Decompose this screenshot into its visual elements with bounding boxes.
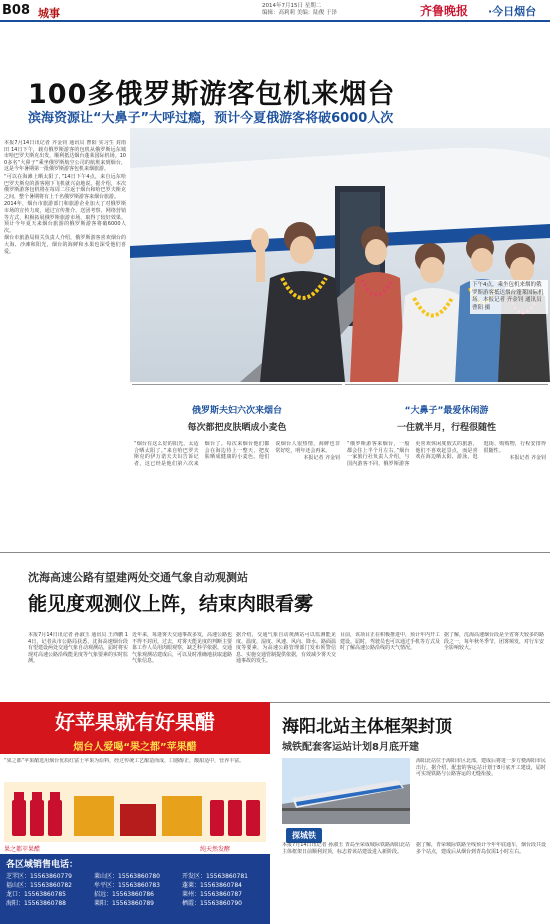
story2-col3: 据介绍，交通气象自动观测站可以监测能见度、温度、湿度、风速、风向、降水、路面温度等要素，为高速公路管理部门发布预警信息、实施交通管制提供依据，有效减少雾天交通事故的发生。	[236, 632, 336, 665]
editor-text: 编辑：高莉莉 美编：陆俊 于泽	[262, 10, 337, 16]
story3-photo	[282, 758, 410, 824]
story1-photo-caption: 下午4点，乘坐包机来烟的俄罗斯游客抵达烟台蓬莱国际机场。本报记者 齐金钊 通讯员 曹阳 摄	[470, 280, 548, 314]
ad-phone-item: 海阳：15563860788	[6, 900, 66, 907]
box2-subtitle: 一住就半月，行程很随性	[396, 423, 496, 433]
story3-badge: 探城铁	[286, 828, 322, 843]
section-name: 城事	[38, 7, 60, 20]
ad-phone-item: 开发区：15563860781	[182, 873, 248, 880]
story2-col2: 近年来，每逢雾天交通事故多发，高速公路也不得不封闭。过去，对雾天能见度的判断主要靠工作人员用肉眼观察，缺乏科学依据。交通气象观测站建成后，可以及时准确地获取道路气象信息。	[132, 632, 232, 665]
box1-body: “烟台有这么好的阳光，太适合晒太阳了。”来自哈巴罗夫斯克的伊万诺夫夫妇告诉记者，这已经是他们第六次来烟台了。每次来烟台他们都会在海边待上一整天，把皮肤晒成健康的小麦色。他们说烟台人很热情，海鲜也非常好吃，明年还会再来。 本报记者 齐金钊	[134, 441, 340, 467]
ad-banner	[0, 702, 270, 754]
ad-phone-item: 招远：15563860786	[94, 891, 154, 898]
ad-phone-item: 牟平区：15563860783	[94, 882, 160, 889]
story2-col4: 目前，该项目正在积极推进中，预计年内开工建设。届时，驾驶员也可以通过手机等方式及时了解高速公路沿线的天气情况。	[340, 632, 440, 652]
ad-body: “果之都”苹果醋选用烟台优质红富士苹果为原料，经过传统工艺酿造而成，口感醇正，酸甜适中，营养丰富。	[4, 758, 245, 764]
divider	[0, 552, 550, 553]
box1-subtitle: 每次都把皮肤晒成小麦色	[187, 423, 287, 433]
date-line	[262, 3, 337, 17]
ad-products	[4, 782, 266, 842]
story3-headline: 海阳北站主体框架封顶	[282, 717, 452, 737]
story3-subhead: 城铁配套客运站计划8月底开建	[282, 742, 419, 753]
box1-title: 俄罗斯夫妇六次来烟台	[191, 406, 282, 416]
ad-slogan: 烟台人爱喝“果之都”苹果醋	[73, 742, 197, 753]
story1-headline: 100多俄罗斯游客包机来烟台	[28, 79, 396, 110]
story3-col2: 海阳北站位于海阳市区北部，建成后将进一步方便海阳市民出行。据介绍，配套的客运站计划于8月底开工建设，届时可实现铁路与公路客运的无缝衔接。	[416, 758, 546, 778]
ad-phone-list	[6, 873, 266, 908]
ad-phone-item: 莱山区：15563860780	[94, 873, 160, 880]
ad-phone-item: 福山区：15563860782	[6, 882, 72, 889]
story3-col1: 本报7月14日讯记者 孙淑玉 青岛至荣成城际铁路海阳北站主体框架日前顺利封顶，标志着该站建设进入新阶段。	[282, 842, 410, 855]
newspaper-edition: ·今日烟台	[488, 5, 537, 18]
ad-product-label-1: 果之都苹果醋	[4, 846, 41, 853]
ad-hotlines	[0, 854, 270, 924]
ad-headline: 好苹果就有好果醋	[55, 710, 215, 734]
ad-product-label-2: 纯天然发酵	[200, 846, 231, 853]
box2-title: “大鼻子”最爱休闲游	[404, 406, 489, 416]
sidebar-story-2	[345, 384, 548, 546]
ad-phone-item: 莱州：15563860787	[182, 891, 242, 898]
story2-col5: 据了解，沈海高速烟台段是全省雾天较多的路段之一，每年秋冬季节，团雾频发，对行车安全影响较大。	[444, 632, 544, 652]
page-number: B08	[2, 3, 30, 18]
ad-phone-item: 莱阳：15563860789	[94, 900, 154, 907]
story1-subhead: 滨海资源让“大鼻子”大呼过瘾，预计今夏俄游客将破6000人次	[28, 111, 394, 126]
ad-phone-item: 蓬莱：15563860784	[182, 882, 242, 889]
story2-headline: 能见度观测仪上阵，结束肉眼看雾	[28, 593, 314, 615]
sidebar-story-1	[132, 384, 342, 546]
story1-photo	[130, 128, 550, 382]
ad-hotline-title: 各区域销售电话：	[6, 860, 79, 870]
date-text: 2014年7月15日 星期二	[262, 3, 322, 9]
apple-vinegar-ad	[0, 702, 270, 924]
story2-col1: 本报7月14日讯记者 孙淑玉 通讯员 王西鹏 14日，记者从市公路局获悉，沈海高速烟台段有望建设两处交通气象自动观测站，届时将实现对高速公路沿线能见度等气象要素的实时监测。	[28, 632, 128, 665]
story3-col3: 据了解，青荣城际铁路全线预计今年年底通车，烟台段共设多个站点，建成后从烟台到青岛仅需1小时左右。	[416, 842, 546, 855]
newspaper-logo: 齐鲁晚报	[420, 4, 469, 18]
story1-body: 本报7月14日讯记者 齐金钊 通讯员 曹阳 实习生 封雨田 14日下午，载有俄罗斯游客的包机从俄罗斯远东城市哈巴罗夫斯克出发，顺利抵达烟台蓬莱国际机场。100多名“大鼻子”乘坐俄罗斯航空公司的航班来到烟台，这是今年暑期第一批俄罗斯游客包机来烟旅游。 “可以在海滩上晒太阳了，”14日下午4点，来自远东哈巴罗夫斯克的游客刚下飞机就兴奋地说。据介绍，本次俄罗斯游客包机将在每周二往返于烟台和哈巴罗夫斯克之间，整个暑期将有上千名俄罗斯游客来烟台旅游。 2014年，烟台市旅游部门和旅游企业加大了对俄罗斯市场的宣传力度，通过宣传推介、送团考察、网络营销等方式，积极拓展俄罗斯旅游市场，取得了较好效果。预计今年夏天来烟台旅游的俄罗斯游客将破6000人次。 烟台市旅游局相关负责人介绍，俄罗斯游客喜欢烟台的大海、沙滩和阳光，烟台的海鲜和水果也深受他们喜爱。	[4, 140, 126, 255]
ad-phone-item: 龙口：15563860785	[6, 891, 66, 898]
story2-kicker: 沈海高速公路有望建两处交通气象自动观测站	[28, 571, 248, 584]
ad-phone-item: 芝罘区：15563860779	[6, 873, 72, 880]
box2-body: “俄罗斯游客来烟台，一般都会住上半个月左右。”烟台一家旅行社负责人介绍，与国内游客不同，俄罗斯游客更喜欢休闲度假式的旅游，他们不喜欢赶景点，而是喜欢在海边晒太阳、游泳，逛逛街、购购物，行程安排得很随性。 本报记者 齐金钊	[347, 441, 546, 467]
ad-phone-item: 栖霞：15563860790	[182, 900, 242, 907]
